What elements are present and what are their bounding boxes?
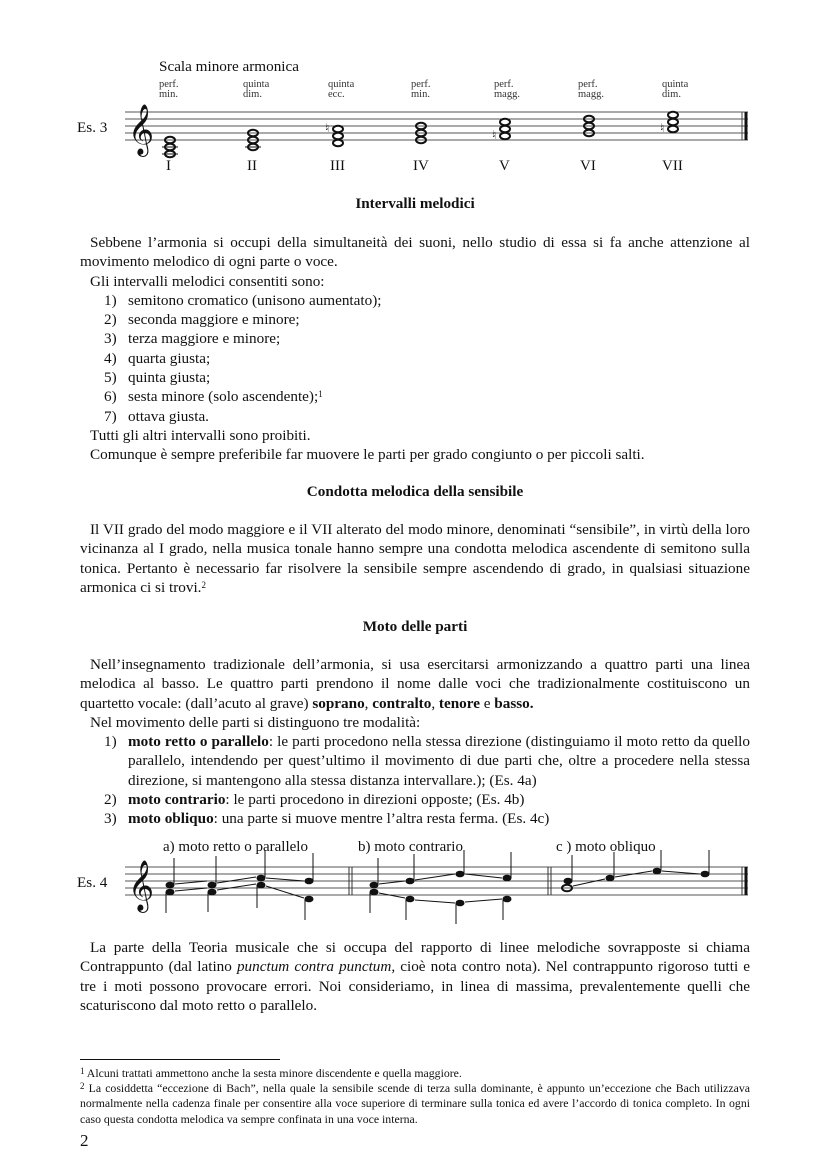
- treble-clef-icon: 𝄞: [128, 105, 155, 154]
- paragraph: Comunque è sempre preferibile far muovere le parti per grado congiunto o per piccoli salti.: [90, 446, 645, 464]
- example-4c-caption: c ) moto obliquo: [556, 839, 656, 855]
- section-heading-moto: Moto delle parti: [362, 618, 468, 635]
- voice-tenore: tenore: [438, 694, 480, 712]
- chord-type-label: perf. min.: [411, 79, 431, 100]
- paragraph: Sebbene l’armonia si occupi della simultaneità dei suoni, nello studio di essa si fa anche attenzione al movimento melodico di ogni parte o voce.: [80, 234, 750, 271]
- degree-label: IV: [413, 158, 429, 174]
- example-4b-caption: b) moto contrario: [358, 839, 463, 855]
- degree-label: V: [499, 158, 510, 174]
- example-3-label: Es. 3: [77, 119, 108, 136]
- degree-label: VI: [580, 158, 596, 174]
- natural-sign-icon: ♮: [325, 121, 330, 135]
- list-item: 2) seconda maggiore e minore;: [104, 311, 300, 329]
- list-item: 1) moto retto o parallelo: le parti procedono nella stessa direzione (distinguiamo il moto retto da quello parallelo, intendendo per quest’ultimo il movimento di due parti che, oltre a procedere nella stessa direzione, si mantengono alla stessa distanza intervallare.); (Es. 4a): [104, 733, 750, 789]
- paragraph: Tutti gli altri intervalli sono proibiti.: [90, 426, 311, 444]
- section-intervalli-body: [80, 233, 750, 465]
- footnote-1: $^1$ Alcuni trattati ammettono anche la sesta minore discendente e quella maggiore.: [80, 1066, 462, 1080]
- footnotes: [80, 1066, 750, 1127]
- chord-type-label: quinta ecc.: [328, 79, 355, 100]
- chord-type-label: quinta dim.: [662, 79, 689, 100]
- footnote-ref[interactable]: 2: [201, 579, 206, 590]
- example-4-staff: [0, 850, 828, 925]
- chord-type-label: perf. magg.: [578, 79, 604, 100]
- degree-label: VII: [662, 158, 683, 174]
- example-3-title: Scala minore armonica: [159, 58, 300, 75]
- list-item: 2) moto contrario: le parti procedono in direzioni opposte; (Es. 4b): [104, 791, 525, 809]
- example-4a-caption: a) moto retto o parallelo: [163, 839, 308, 855]
- section-moto-body: Nell’insegnamento tradizionale dell’armonia, si usa esercitarsi armonizzando a quattro parti una linea melodica al basso. Le quattro parti prendono il nome dalle voci che tradizionalmente costituiscono un quartetto vocale: (dall’acuto al grave) soprano, contralto, tenore e basso. Nel movimento delle parti si distinguono tre modalità: 1) moto retto o parallelo: le parti procedono nella stessa direzione (distinguiamo il moto retto da quello parallelo, intendendo per quest’ultimo il movimento di due parti che, oltre a procedere nella stessa direzione, si mantengono alla stessa distanza intervallare.); (Es. 4a) 2) moto contrario: le parti procedono in direzioni opposte; (Es. 4b) 3) moto obliquo: una parte si muove mentre l’altra resta ferma. (Es. 4c): [80, 656, 750, 828]
- list-item: 6) sesta minore (solo ascendente);$^1$: [104, 388, 323, 406]
- page-number: 2: [80, 1131, 89, 1150]
- footnote-2: $^2$ La cosiddetta “eccezione di Bach”, nella quale la sensibile scende di terza sulla dominante, è appunto un’eccezione che Bach utilizzava normalmente nella cadenza finale per consentire alla voce superiore di terminare sulla tonica ed avere l’accordo di tonica completo. In ogni caso questa condotta melodica va sempre confinata in una voce interna.: [80, 1081, 750, 1126]
- section-sensibile-body: [80, 520, 750, 597]
- list-item: 5) quinta giusta;: [104, 369, 211, 387]
- voice-soprano: soprano: [312, 694, 365, 712]
- chord-type-label: quinta dim.: [243, 79, 270, 100]
- paragraph: Il VII grado del modo maggiore e il VII alterato del modo minore, denominati “sensibile”, in virtù della loro vicinanza al I grado, nella musica tonale hanno sempre una condotta melodica ascendente di semitono sulla tonica. Pertanto è necessario far risolvere la sensibile sempre ascendendo di grado, in qualsiasi situazione armonica ci si trovi.: [80, 521, 750, 596]
- list-item: 1) semitono cromatico (unisono aumentato);: [104, 291, 382, 309]
- section-heading-intervalli: Intervalli melodici: [355, 195, 475, 212]
- degree-label: I: [166, 158, 171, 174]
- footnote-ref[interactable]: 1: [318, 389, 323, 400]
- paragraph: Nel movimento delle parti si distinguono tre modalità:: [90, 713, 421, 731]
- paragraph: Gli intervalli melodici consentiti sono:: [90, 272, 325, 290]
- list-item: 4) quarta giusta;: [104, 349, 211, 367]
- list-item: 7) ottava giusta.: [104, 407, 209, 425]
- list-item: 3) terza maggiore e minore;: [104, 330, 281, 348]
- motion-list: [80, 732, 750, 828]
- footnote-separator: [80, 1059, 280, 1060]
- example-4-label: Es. 4: [77, 874, 108, 891]
- treble-clef-icon: 𝄞: [128, 861, 155, 910]
- section-contrappunto-body: La parte della Teoria musicale che si occupa del rapporto di linee melodiche sovrapposte si chiama Contrappunto (dal latino punctum contra punctum, cioè nota contro nota). Nel contrappunto rigoroso tutti e tre i moti possono provocare errori. Noi consideriamo, in linea di massima, prevalentemente quelli che scaturiscono dal moto retto o parallelo.: [80, 939, 750, 1014]
- degree-label: II: [247, 158, 257, 174]
- interval-list: [80, 291, 750, 426]
- chord-type-label: perf. magg.: [494, 79, 520, 100]
- list-item: 3) moto obliquo: una parte si muove mentre l’altra resta ferma. (Es. 4c): [104, 810, 550, 828]
- section-heading-sensibile: Condotta melodica della sensibile: [306, 483, 524, 500]
- natural-sign-icon: ♮: [492, 128, 497, 142]
- voice-basso: basso: [494, 694, 530, 712]
- latin-phrase: punctum contra punctum: [236, 958, 392, 976]
- chord-type-label: perf. min.: [159, 79, 179, 100]
- voice-contralto: contralto: [372, 694, 432, 712]
- natural-sign-icon: ♮: [660, 121, 665, 135]
- degree-label: III: [330, 158, 345, 174]
